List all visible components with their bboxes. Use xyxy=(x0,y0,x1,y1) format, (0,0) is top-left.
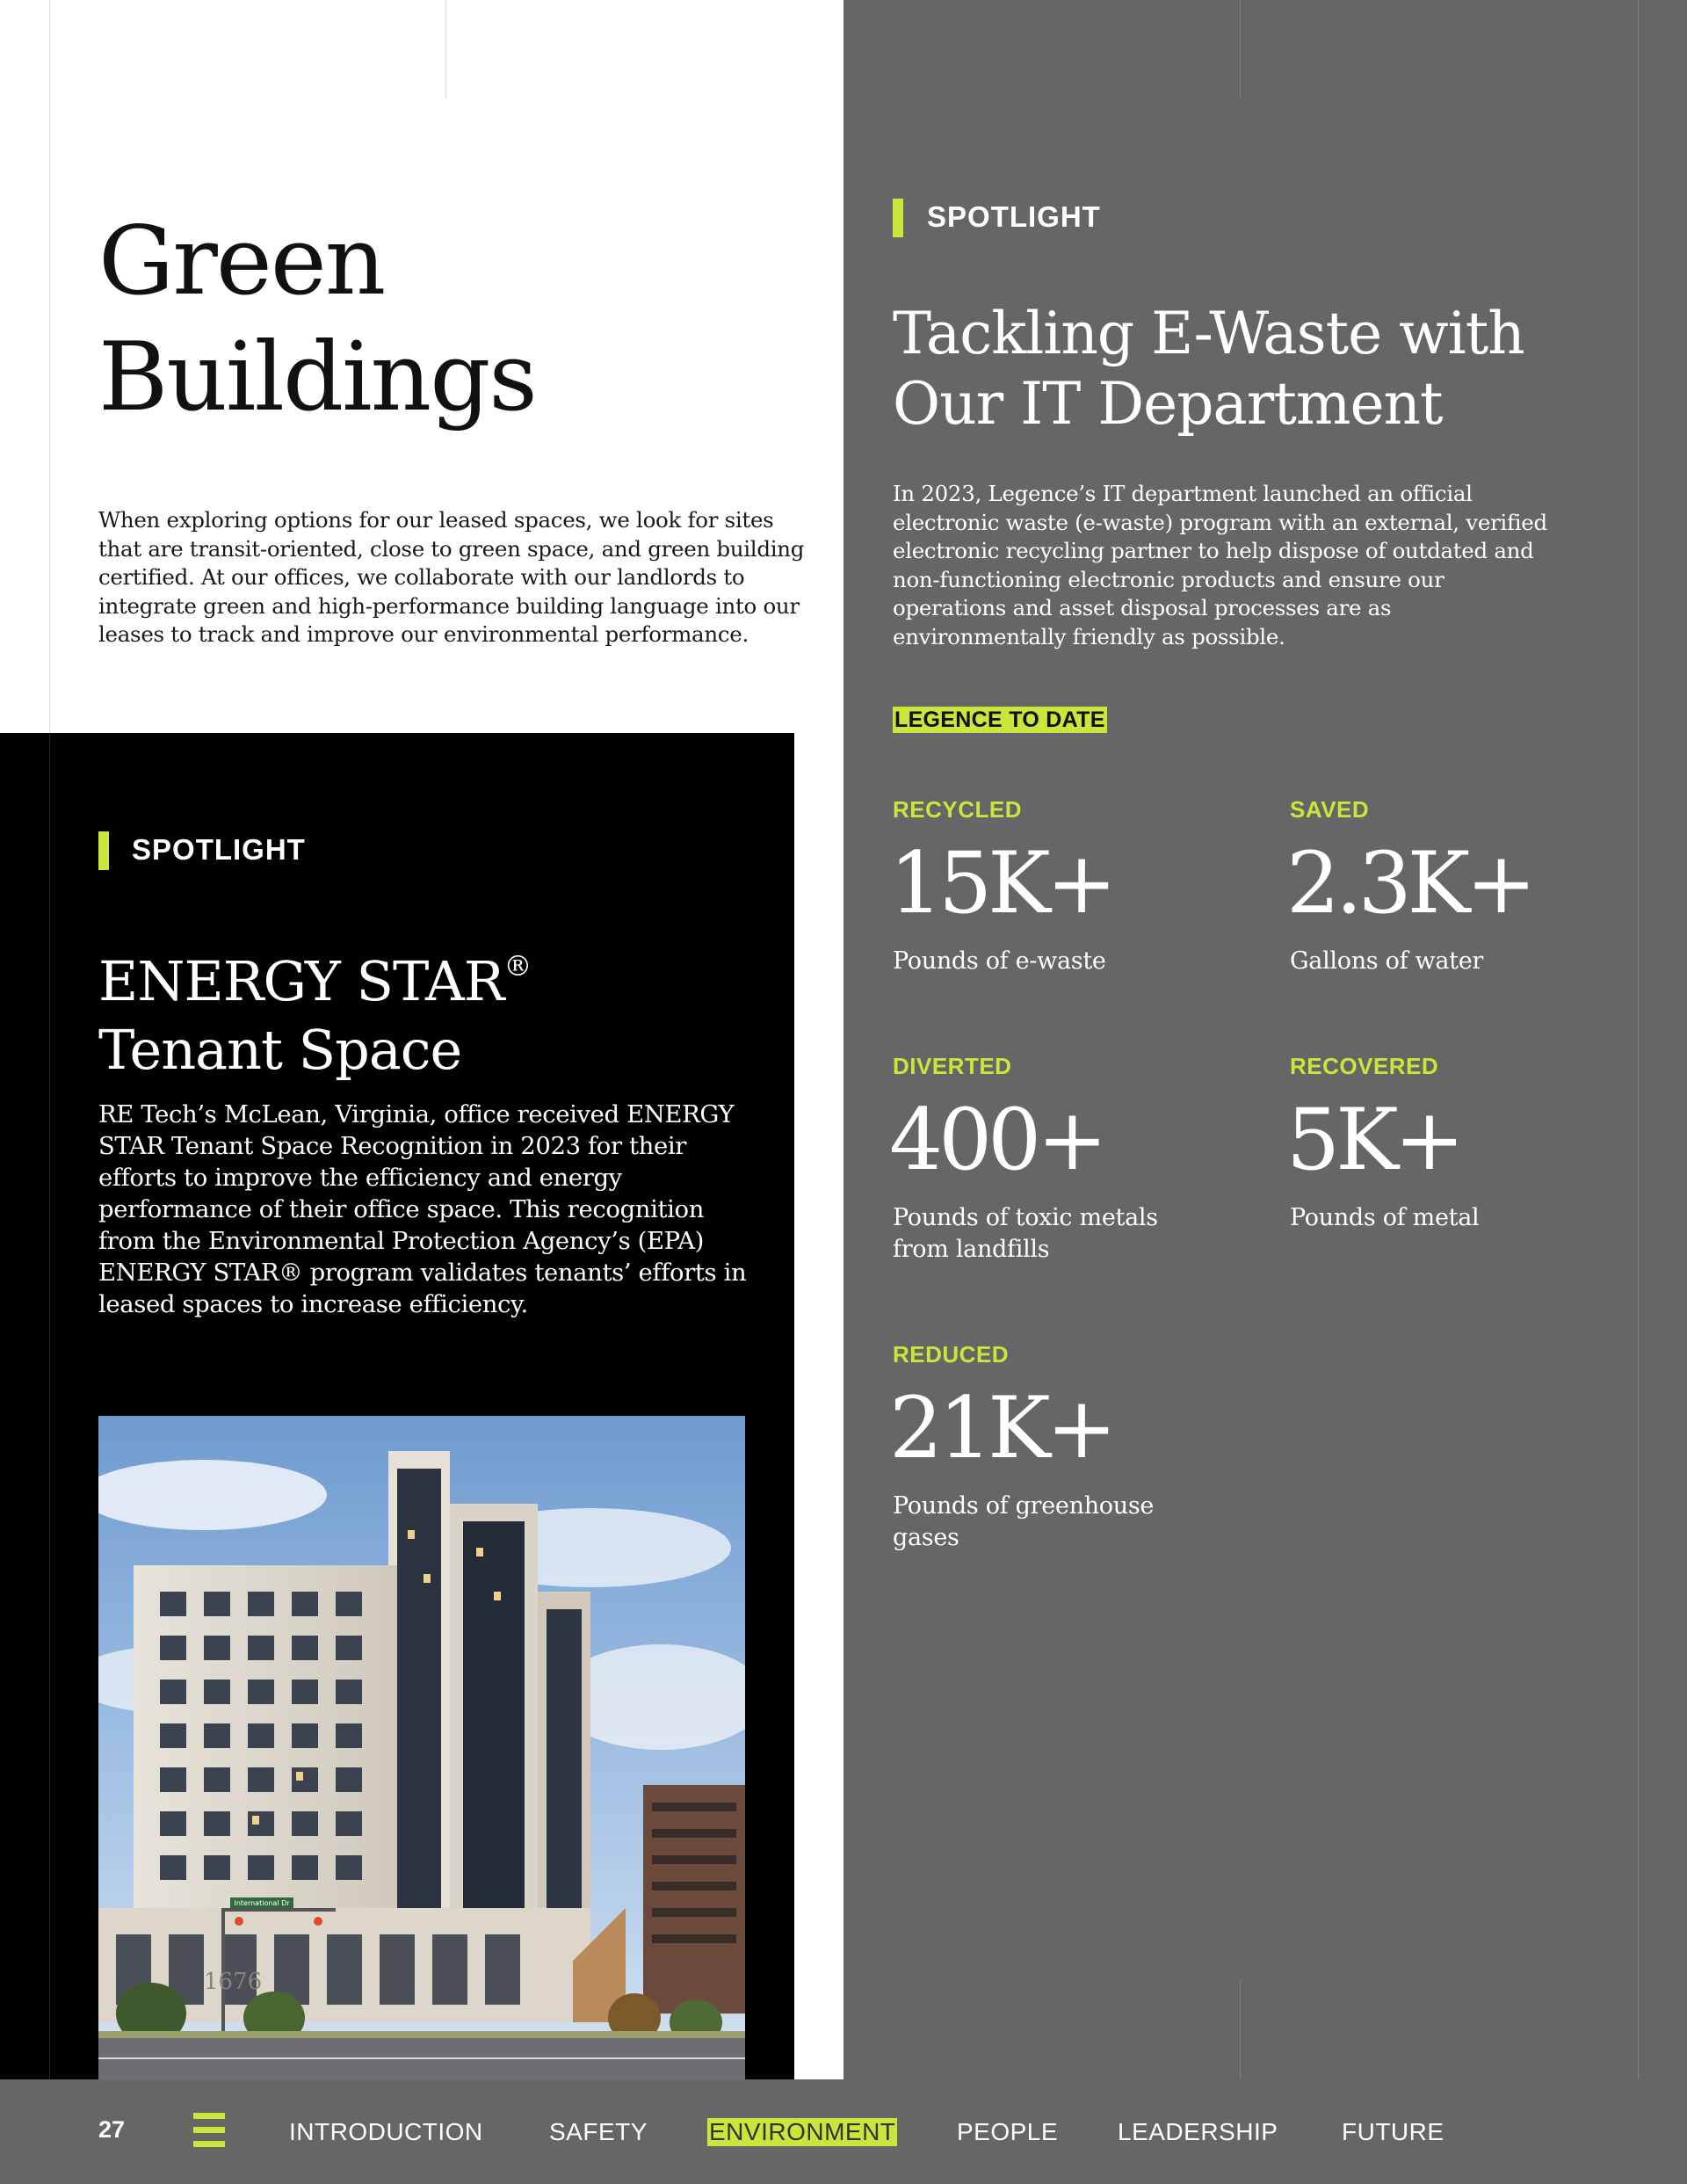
energy-title-line1: ENERGY STAR xyxy=(98,949,504,1013)
stat-label: RECOVERED xyxy=(1290,1053,1439,1079)
nav-safety[interactable]: SAFETY xyxy=(549,2118,648,2145)
registered-mark: ® xyxy=(503,949,532,983)
grid-guide xyxy=(1240,0,1241,98)
stat-description: Pounds of e-waste xyxy=(893,947,1106,975)
nav-environment[interactable]: ENVIRONMENT xyxy=(709,2118,896,2145)
ewaste-title-line1: Tackling E-Waste with xyxy=(893,300,1524,367)
energy-title-line2: Tenant Space xyxy=(98,1018,462,1082)
grid-guide xyxy=(49,0,50,733)
nav-people[interactable]: PEOPLE xyxy=(957,2118,1059,2145)
ewaste-title-line2: Our IT Department xyxy=(893,370,1443,438)
spotlight-label: SPOTLIGHT xyxy=(927,200,1101,233)
spotlight-accent-bar xyxy=(893,199,903,237)
page-title xyxy=(98,204,801,436)
grid-guide xyxy=(445,0,446,98)
to-date-badge: LEGENCE TO DATE xyxy=(894,707,1105,732)
ewaste-body: In 2023, Legence’s IT department launched an official electronic waste (e-waste) program with an external, verified electronic recycling partner to help dispose of outdated and non-functioning electronic products and ensure our operations and asset disposal processes are as environmentally friendly as possible. xyxy=(893,481,1547,649)
stat-value: 2.3K+ xyxy=(1286,834,1532,932)
stat-description: Pounds of greenhouse gases xyxy=(893,1492,1155,1551)
stat-description: Pounds of metal xyxy=(1290,1204,1480,1231)
building-address: 1676 xyxy=(204,1969,263,1995)
spotlight-label: SPOTLIGHT xyxy=(132,833,306,866)
ewaste-title xyxy=(893,299,1631,439)
stat-description: Gallons of water xyxy=(1290,947,1483,975)
page-title-line1: Green xyxy=(98,207,385,316)
stat-value: 400+ xyxy=(889,1091,1104,1189)
nav-future[interactable]: FUTURE xyxy=(1342,2118,1444,2145)
stat-label: SAVED xyxy=(1290,796,1370,823)
menu-icon[interactable] xyxy=(193,2113,225,2148)
energy-star-body: RE Tech’s McLean, Virginia, office received ENERGY STAR Tenant Space Recognition in 2023 for their efforts to improve the efficiency and energy performance of their office space. This recognition from the Environmental Protection Agency’s (EPA) ENERGY STAR® program validates tenants’ efforts in leased spaces to increase efficiency. xyxy=(98,1100,747,1318)
spotlight-accent-bar xyxy=(98,831,109,870)
stat-label: DIVERTED xyxy=(893,1053,1012,1079)
grid-guide xyxy=(1638,0,1639,2184)
nav-leadership[interactable]: LEADERSHIP xyxy=(1118,2118,1278,2145)
office-building-photo xyxy=(98,1416,745,2079)
stat-label: REDUCED xyxy=(893,1341,1010,1368)
stat-value: 15K+ xyxy=(889,834,1113,932)
street-sign-text: International Dr xyxy=(234,1899,290,1907)
stat-description: Pounds of toxic metals from landfills xyxy=(893,1204,1158,1263)
stat-value: 5K+ xyxy=(1286,1091,1461,1189)
energy-star-title xyxy=(98,932,766,1085)
nav-introduction[interactable]: INTRODUCTION xyxy=(289,2118,483,2145)
intro-paragraph: When exploring options for our leased spaces, we look for sites that are transit-oriented, close to green space, and green building certified. At our offices, we collaborate with our landlords to integrate green and high-performance building language into our leases to track and improve our environmental performance. xyxy=(98,507,805,647)
stat-label: RECYCLED xyxy=(893,796,1023,823)
grid-guide xyxy=(1240,1980,1241,2079)
grid-guide xyxy=(49,733,50,2079)
stat-value: 21K+ xyxy=(889,1379,1113,1477)
page-title-line2: Buildings xyxy=(98,323,536,432)
page-number: 27 xyxy=(98,2116,126,2143)
